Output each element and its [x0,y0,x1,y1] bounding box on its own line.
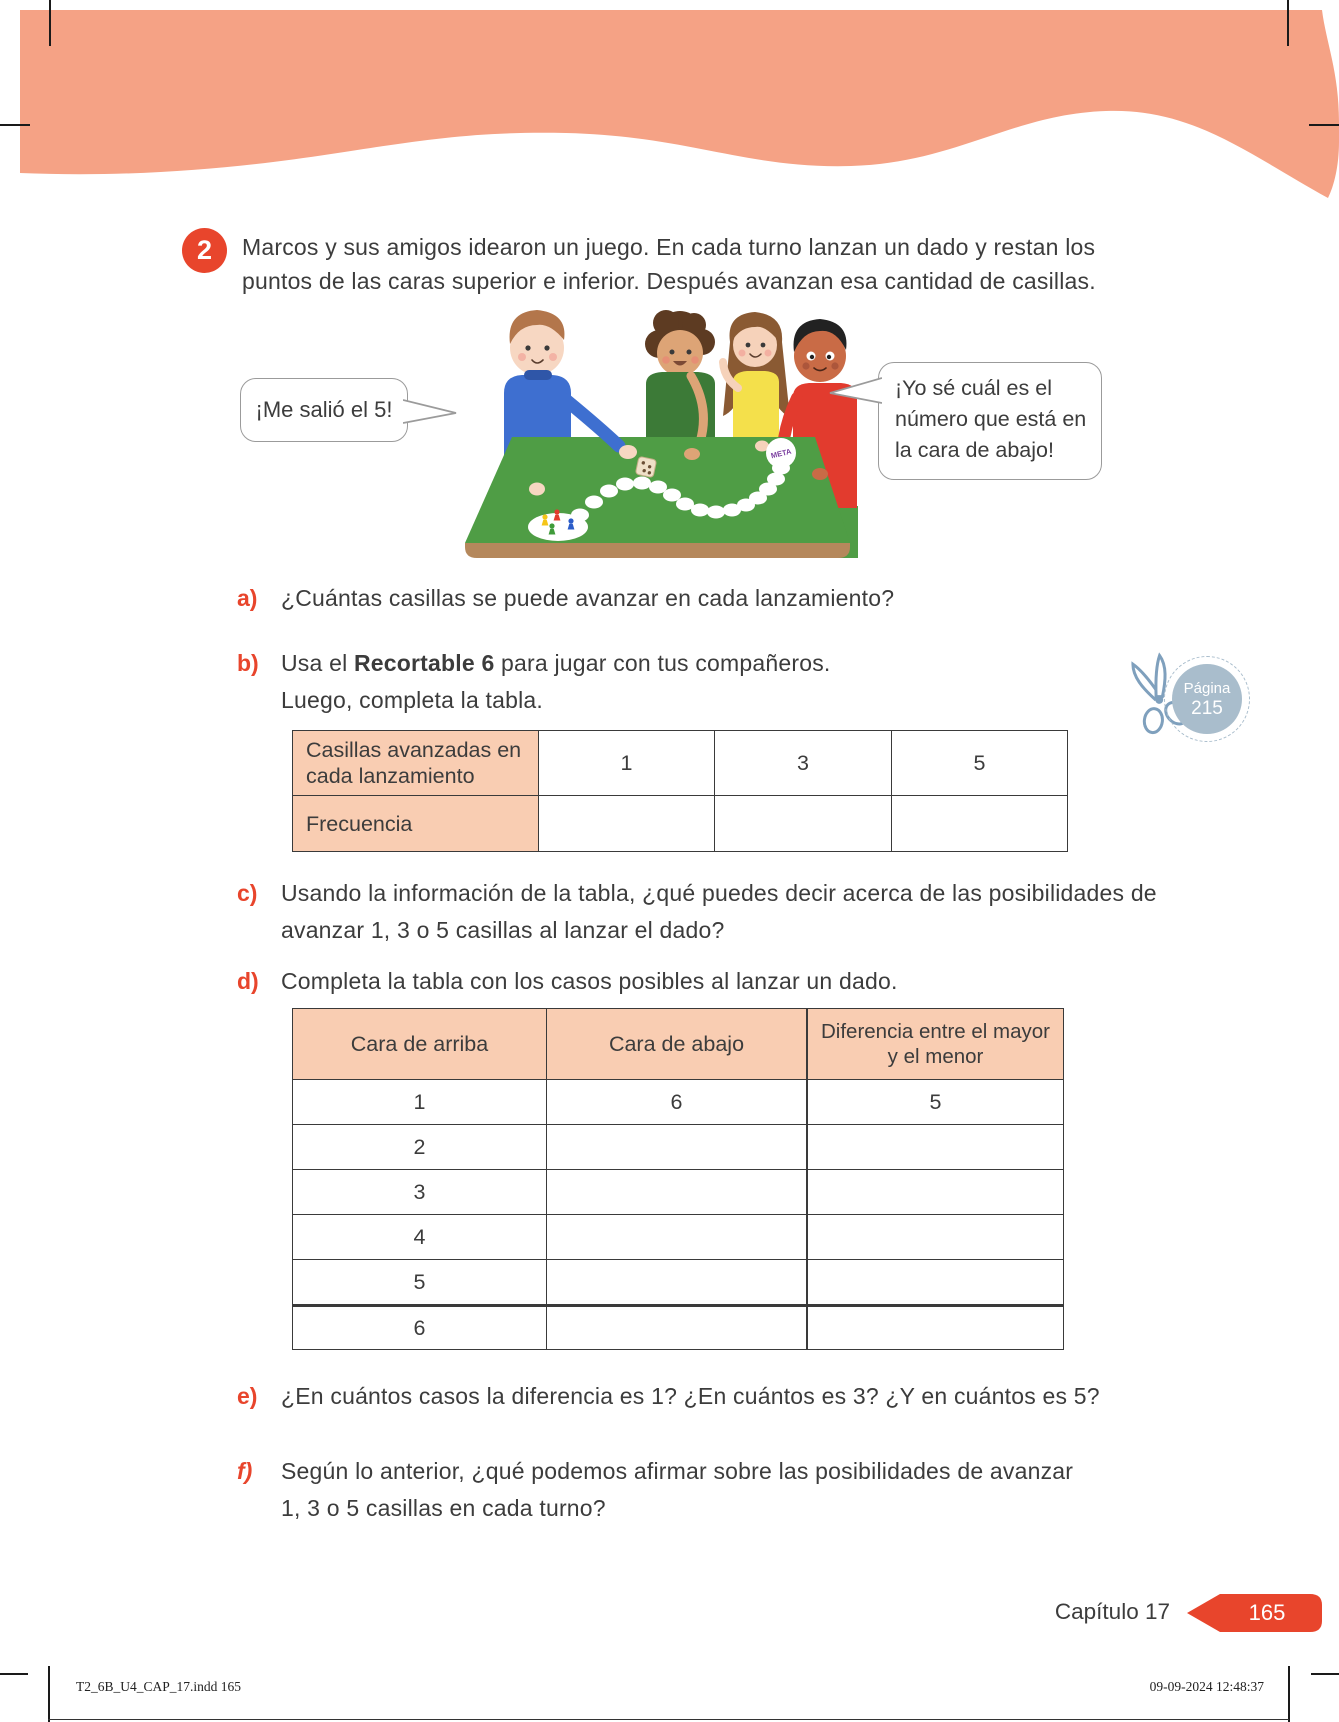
cases-table-cell: 6 [546,1079,806,1124]
meta-circle [766,438,796,468]
frequency-table [292,730,1068,852]
item-d-label: d) [237,968,259,994]
crop-mark-bottom-right-h [1311,1673,1339,1675]
speech-bubble-left-tail [403,398,459,426]
print-timestamp: 09-09-2024 12:48:37 [1149,1679,1264,1694]
speech-bubble-left-text: ¡Me salió el 5! [255,397,393,422]
crop-mark-bottom-left-v [48,1666,50,1722]
item-f-text-line2: 1, 3 o 5 casillas en cada turno? [281,1495,606,1521]
cases-table-cell [806,1124,1063,1169]
wave-header [0,0,1339,210]
frequency-table-value: 5 [891,731,1067,795]
cases-table-cell: 4 [293,1214,546,1259]
cases-table [292,1008,1064,1350]
footer-page-tag [1182,1593,1327,1633]
cases-table-cell [806,1304,1063,1349]
cases-table-header: Cara de abajo [546,1009,806,1079]
cases-table-cell [546,1304,806,1349]
frequency-table-blank-cell [891,795,1067,851]
crop-mark-bottom-right-v [1288,1666,1290,1722]
page-bottom-edge-line [48,1719,1289,1720]
cases-table-cell [546,1124,806,1169]
page-cutout-badge [1164,656,1250,742]
speech-bubble-right-tail [828,376,882,406]
item-b-text-line2: Luego, completa la tabla. [281,687,544,713]
frequency-table-row-header: Casillas avanzadas en cada lanzamiento [293,731,538,795]
speech-bubble-left [240,378,408,442]
item-c-text-line2: avanzar 1, 3 o 5 casillas al lanzar el dado? [281,917,725,943]
frequency-table-value: 1 [538,731,714,795]
cutout-badge-number: 215 [1191,698,1223,719]
cases-table-cell: 3 [293,1169,546,1214]
frequency-table-row-header: Frecuencia [293,795,538,851]
speech-bubble-right [878,362,1102,480]
exercise-number-badge [182,228,227,273]
cases-table-cell [806,1214,1063,1259]
item-a-label: a) [237,585,258,611]
cases-table-header: Cara de arriba [293,1009,546,1079]
cases-table-cell: 5 [806,1079,1063,1124]
cases-table-cell: 5 [293,1259,546,1304]
crop-mark-bottom-left-h [0,1673,28,1675]
footer-page-number: 165 [1248,1600,1286,1625]
game-illustration [440,296,860,566]
frequency-table-blank-cell [538,795,714,851]
crop-mark-top-right-v [1287,0,1289,46]
crop-mark-right-h [1309,124,1339,126]
cases-table-cell [546,1214,806,1259]
dice-icon [635,456,656,477]
item-b-label: b) [237,650,259,676]
item-c-text-line1: Usando la información de la tabla, ¿qué puedes decir acerca de las posibilidades de [281,880,1157,906]
item-c-label: c) [237,880,258,906]
frequency-table-blank-cell [714,795,891,851]
crop-mark-left-h [0,124,30,126]
footer-chapter-label: Capítulo 17 [1054,1599,1170,1624]
cases-table-cell [806,1169,1063,1214]
speech-bubble-right-line3: la cara de abajo! [895,438,1054,462]
crop-mark-top-left-v [49,0,51,46]
item-a-text: ¿Cuántas casillas se puede avanzar en cada lanzamiento? [281,585,895,611]
cases-table-cell: 6 [293,1304,546,1349]
intro-line-2: puntos de las caras superior e inferior. Después avanzan esa cantidad de casillas. [242,268,1096,294]
item-f-label: f) [237,1458,253,1484]
cases-table-cell: 2 [293,1124,546,1169]
item-d-text: Completa la tabla con los casos posibles al lanzar un dado. [281,968,898,994]
speech-bubble-right-line1: ¡Yo sé cuál es el [895,376,1052,400]
item-b-post: para jugar con tus compañeros. [494,650,831,676]
cases-table-cell [546,1259,806,1304]
print-filename: T2_6B_U4_CAP_17.indd 165 [76,1679,242,1694]
cases-table-cell [806,1259,1063,1304]
item-e-label: e) [237,1383,258,1409]
cases-table-header: Diferencia entre el mayor y el menor [806,1009,1063,1079]
kid-yellow-shirt [723,312,790,438]
item-e-text: ¿En cuántos casos la diferencia es 1? ¿En cuántos es 3? ¿Y en cuántos es 5? [281,1383,1100,1409]
intro-line-1: Marcos y sus amigos idearon un juego. En cada turno lanzan un dado y restan los [242,234,1096,260]
item-b-bold: Recortable 6 [353,650,495,676]
meta-label: META [769,446,793,461]
item-f-text-line1: Según lo anterior, ¿qué podemos afirmar sobre las posibilidades de avanzar [281,1458,1074,1484]
item-b-text-line1 [281,650,831,677]
cases-table-cell [546,1169,806,1214]
item-b-pre: Usa el [281,650,354,676]
speech-bubble-right-line2: número que está en [895,407,1087,431]
frequency-table-value: 3 [714,731,891,795]
kid-green-shirt [645,310,715,448]
cases-table-cell: 1 [293,1079,546,1124]
exercise-number: 2 [196,235,213,265]
cutout-badge-word: Página [1183,680,1231,697]
